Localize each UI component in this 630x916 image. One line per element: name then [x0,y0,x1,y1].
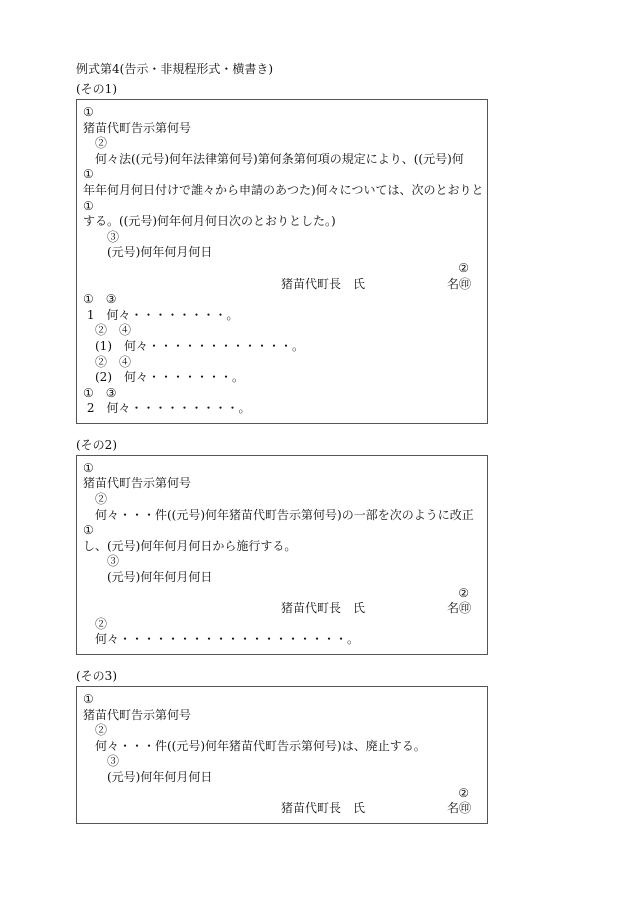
signatory-title: 猪苗代町長 氏 [281,276,366,291]
form-title: 例式第4(告示・非規程形式・横書き) [76,62,273,76]
annotation-marker-line: ② ④ [83,323,132,338]
text-line: 猪苗代町告示第何号 [83,707,192,722]
text-line: (元号)何年何月何日 [83,245,213,260]
text-line: 猪苗代町告示第何号 [83,476,192,491]
text-line: 何々・・・件((元号)何年猪苗代町告示第何号)の一部を次のように改正 [83,507,474,522]
example-box [76,455,488,655]
text-line: 年年何月何日付けで誰々から申請のあつた)何々については、次のとおりと [83,182,484,197]
signature-line [83,277,481,293]
signatory-title: 猪苗代町長 氏 [281,601,366,616]
annotation-marker-line: ③ [83,754,120,769]
text-line: (元号)何年何月何日 [83,570,213,585]
annotation-marker-line: ② ④ [83,354,132,369]
example-box [76,99,488,424]
name-seal: 名㊞ [446,601,471,616]
text-line: (2) 何々・・・・・・・。 [83,370,244,385]
text-line: 1 何々・・・・・・・・。 [83,307,239,322]
annotation-marker-line: ③ [83,554,120,569]
sections [76,80,488,824]
text-line: し、(元号)何年何月何日から施行する。 [83,538,297,553]
text-line: 何々・・・件((元号)何年猪苗代町告示第何号)は、廃止する。 [83,738,426,753]
document [76,58,488,836]
annotation-marker-line: ② [458,585,469,600]
section-label: (その3) [76,669,117,683]
annotation-marker-line: ② [83,616,108,631]
annotation-marker-line: ① [83,198,94,213]
annotation-marker-line: ② [83,723,108,738]
example-box [76,686,488,824]
annotation-marker-line: ① [83,105,94,119]
annotation-marker-line: ② [83,492,108,507]
signatory-title: 猪苗代町長 氏 [281,801,366,816]
annotation-marker-line: ① [83,167,94,182]
annotation-marker-line: ② [458,785,469,800]
text-line: 何々法((元号)何年法律第何号)第何条第何項の規定により、((元号)何 [83,151,464,166]
text-line: する。((元号)何年何月何日次のとおりとした。) [83,214,336,229]
text-line: (1) 何々・・・・・・・・・・・・。 [83,338,304,353]
annotation-marker-line: ① ③ [83,292,117,307]
annotation-marker-line: ③ [83,229,120,244]
annotation-marker-line: ① [83,523,94,538]
name-seal: 名㊞ [446,276,471,291]
text-line: 猪苗代町告示第何号 [83,120,192,135]
signature-line [83,801,481,817]
text-line: 2 何々・・・・・・・・・。 [83,401,251,416]
annotation-marker-line: ① [83,460,94,475]
text-line: 何々・・・・・・・・・・・・・・・・・・・。 [83,632,360,647]
section-label: (その1) [76,82,117,96]
annotation-marker-line: ① [83,692,94,706]
name-seal: 名㊞ [446,801,471,816]
annotation-marker-line: ② [83,136,108,151]
signature-line [83,601,481,617]
section-label: (その2) [76,437,117,452]
text-line: (元号)何年何月何日 [83,769,213,784]
annotation-marker-line: ① ③ [83,385,117,400]
annotation-marker-line: ② [458,260,469,275]
